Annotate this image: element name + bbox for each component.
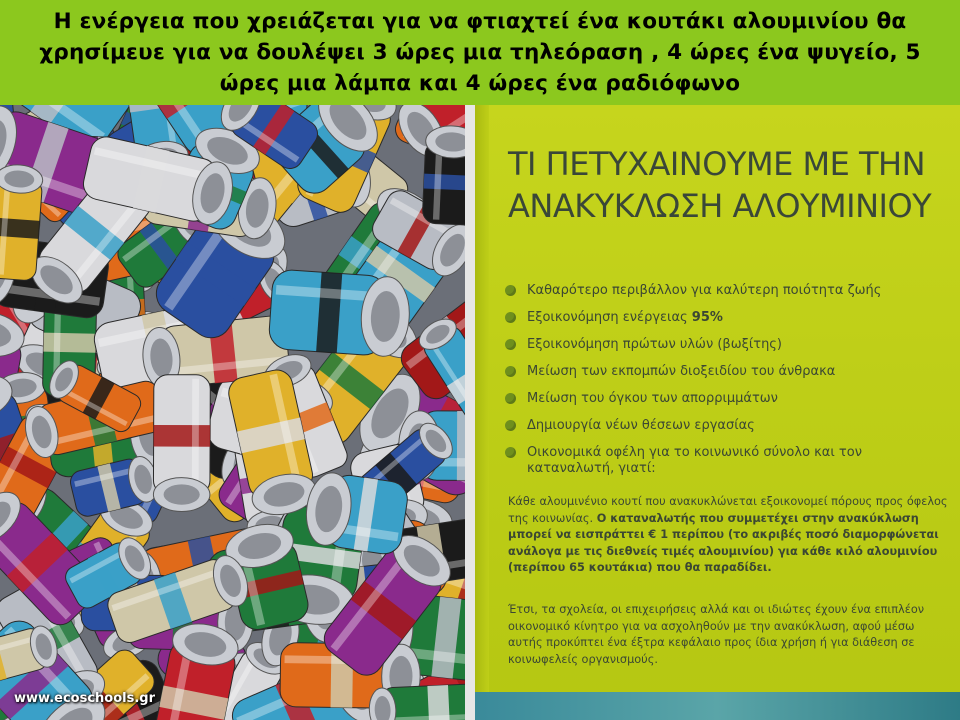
list-item: Εξοικονόμηση πρώτων υλών (βωξίτης) [505,337,950,353]
list-item: Εξοικονόμηση ενέργειας 95% [505,310,950,326]
bullet-icon [505,285,516,296]
bullet-icon [505,393,516,404]
watermark-text: www.ecoschools.gr [14,691,156,706]
title-banner [0,0,960,105]
poster-title: ΤΙ ΠΕΤΥΧΑΙΝΟΥΜΕ ΜΕ ΤΗΝ ΑΝΑΚΥΚΛΩΣΗ ΑΛΟΥΜΙΝΙΟΥ [508,145,932,225]
bullet-icon [505,420,516,431]
bullet-icon [505,447,516,458]
paragraph-schools: Έτσι, τα σχολεία, οι επιχειρήσεις αλλά και οι ιδιώτες έχουν ένα επιπλέον οικονομικό κίνητρο για να ασχοληθούν με την ανακύκλωση, αφού μέσω αυτής προκύπτει ένα έξτρα κεφάλαιο προς ίδια χρήση ή για διάθεση σε κοινωφελείς οργανισμούς. [508,603,925,666]
list-item: Οικονομικά οφέλη για το κοινωνικό σύνολο και τον καταναλωτή, γιατί: [505,445,950,477]
bullet-icon [505,366,516,377]
bullet-icon [505,312,516,323]
paragraph-consumer: Κάθε αλουμινένιο κουτί που ανακυκλώνεται εξοικονομεί πόρους προς όφελος της κοινωνίας. Ο καταναλωτής που συμμετέχει στην ανακύκλωση μπορεί να εισπράττει € 1 περίπου (το ακριβές ποσό διαμορφώνεται ανάλογα με τις διεθνείς τιμές αλουμινίου) για κάθε κιλό αλουμινίου (περίπου 65 κουτάκια) που θα παραδίδει. [508,495,948,574]
list-item: Δημιουργία νέων θέσεων εργασίας [505,418,950,434]
crushed-cans-photo [0,105,465,720]
banner-text: Η ενέργεια που χρειάζεται για να φτιαχτεί ένα κουτάκι αλουμινίου θα χρησίμευε για να δουλέψει 3 ώρες μια τηλεόραση , 4 ώρες ένα ψυγείο, 5 ώρες μια λάμπα και 4 ώρες ένα ραδιόφωνο [39,9,921,96]
list-item: Καθαρότερο περιβάλλον για καλύτερη ποιότητα ζωής [505,283,950,299]
poster-bottom-strip [475,692,960,720]
divider [465,105,475,720]
list-item: Μείωση των εκπομπών διοξειδίου του άνθρακα [505,364,950,380]
benefits-list [505,283,950,488]
list-item: Μείωση του όγκου των απορριμμάτων [505,391,950,407]
poster-edge [475,105,489,720]
recycling-poster [475,105,960,720]
bullet-icon [505,339,516,350]
cans-image [0,105,465,720]
